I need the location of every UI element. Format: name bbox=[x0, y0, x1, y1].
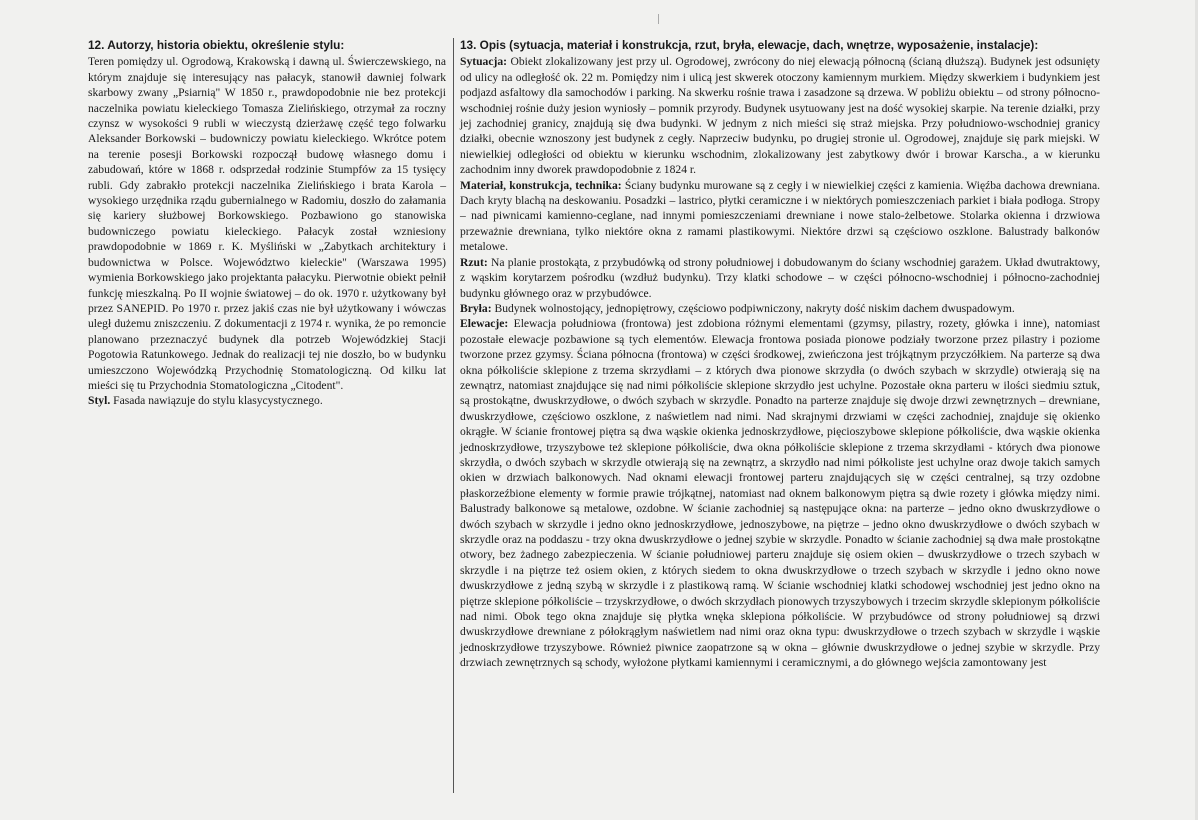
elevations-label: Elewacje: bbox=[460, 317, 509, 331]
massing-paragraph bbox=[460, 301, 1100, 316]
material-text: Ściany budynku murowane są z cegły i w niewielkiej części z kamienia. Więźba dachowa drewniana. Dach kryty blachą na deskowaniu. Posadzki – lastrico, płytki ceramiczne i w niektórych pomieszczeniach parkiet i biała podłoga. Stropy – nad piwnicami kamienno-ceglane, nad innymi pomieszczeniami drewniane i nowe stalo-żelbetowe. Stolarka okienna i drzwiowa przeważnie drewniana, tylko niektóre okna z ramami plastikowymi. Niektóre drzwi są częściowo oszklone. Balustrady balkonów metalowe. bbox=[460, 178, 1100, 254]
material-label: Materiał, konstrukcja, technika: bbox=[460, 178, 622, 192]
section-13-heading: 13. Opis (sytuacja, materiał i konstrukcja, rzut, bryła, elewacje, dach, wnętrze, wyposażenie, instalacje): bbox=[460, 38, 1039, 52]
situation-text: Obiekt zlokalizowany jest przy ul. Ogrodowej, zwrócony do niej elewacją północną (ścianą dłuższą). Budynek jest odsunięty od ulicy na odległość ok. 22 m. Pomiędzy nim i ulicą jest skwerek otoczony kamiennym murkiem. Między skwerkiem i budynkiem jest podjazd asfaltowy dla samochodów i parking. Na skwerku rośnie trawa i zasadzone są drzewa. W pobliżu obiektu – od strony północno-wschodniej rośnie duży jesion wyniosły – pomnik przyrody. Budynek usytuowany jest na dość wysokiej skarpie. Na terenie działki, przy jej zachodniej granicy, znajdują się dwa budynki. W jednym z nich mieści się straż miejska. Przy południowo-wschodniej granicy działki, obecnie wznoszony jest budynek z cegły. Naprzeciw budynku, po drugiej stronie ul. Ogrodowej, znajduje się park miejski. W niewielkiej odległości od obiektu w kierunku wschodnim, zlokalizowany jest zabytkowy dwór i browar Karscha., a w kierunku zachodnim inny dworek prawdopodobnie z 1824 r. bbox=[460, 55, 1100, 177]
section-12-column bbox=[88, 38, 446, 409]
column-divider bbox=[453, 38, 454, 793]
style-paragraph bbox=[88, 393, 446, 408]
situation-paragraph bbox=[460, 54, 1100, 177]
history-paragraph: Teren pomiędzy ul. Ogrodową, Krakowską i dawną ul. Świerczewskiego, na którym znajduje się interesujący nas pałacyk, stanowił dawniej folwark skarbowy zwany „Psiarnią" W 1850 r., prawdopodobnie nie bez protekcji naczelnika powiatu kieleckiego Tomasza Zielińskiego, otrzymał za roczny czynsz w wysokości 9 rubli w wieczystą dzierżawę część tego folwarku Aleksander Borkowski – budowniczy powiatu kieleckiego. Wkrótce potem na terenie posesji Borkowski rozpoczął budowę własnego domu i zabudowań, które w 1868 r. odsprzedał rodzinie Stumpfów za 15 tysięcy rubli. Gdy zabrakło protekcji naczelnika Zielińskiego i brata Karola – wysokiego urzędnika rządu gubernialnego w Radomiu, doszło do załamania się kariery służbowej Borkowskiego. Pozbawiono go stanowiska budowniczego powiatu kieleckiego. Pałacyk został wzniesiony prawdopodobnie w 1869 r. K. Myśliński w „Zabytkach architektury i budownictwa w Polsce. Województwo kieleckie" (Warszawa 1995) wymienia Borkowskiego jako projektanta pałacyku. Pierwotnie obiekt pełnił funkcję mieszkalną. Po II wojnie światowej – do ok. 1970 r. użytkowany był przez SANEPID. Po 1970 r. przez jakiś czas nie był użytkowany i wówczas uległ dużemu zniszczeniu. Z dokumentacji z 1974 r. wynika, że po remoncie planowano przeznaczyć budynek dla potrzeb Wojewódzkiej Stacji Pogotowia Ratunkowego. Jednak do realizacji tej nie doszło, bo w budynku umieszczono Wojewódzką Przychodnię Stomatologiczną. Od kilku lat mieści się tu Przychodnia Stomatologiczna „Citodent". bbox=[88, 55, 446, 392]
style-text: Fasada nawiązuje do stylu klasycystycznego. bbox=[110, 394, 323, 408]
plan-paragraph bbox=[460, 255, 1100, 301]
situation-label: Sytuacja: bbox=[460, 55, 508, 69]
elevations-paragraph bbox=[460, 316, 1100, 670]
elevations-text: Elewacja południowa (frontowa) jest zdobiona różnymi elementami (gzymsy, pilastry, rozety, główka i inne), natomiast pozostałe elewacje pozbawione są tych elementów. Elewacja frontowa posiada pionowe podziały tworzone przez pilastry i poziome tworzone przez gzymsy. Ściana północna (frontowa) w części środkowej, zwieńczona jest trójkątnym przyczółkiem. Na parterze są dwa okna półkoliście sklepione z trzema skrzydłami – z których dwa pionowe skrzydła (o dwóch szybach w skrzydle) otwierają się na zewnątrz, natomiast znajdujące się nad nimi półkoliście sklepione skrzydło jest uchylne. Pozostałe okna parteru w ilości siedmiu sztuk, są prostokątne, dwuskrzydłowe, o dwóch szybach w skrzydle. Ponadto na parterze znajduje się dwoje drzwi zewnętrznych – drewniane, dwuskrzydłowe, częściowo oszklone, z naświetlem nad nimi. Nad skrajnymi drzwiami w części zachodniej, znajduje się okienko okrągłe. W ścianie frontowej piętra są dwa wąskie okienka jednoskrzydłowe, pięcioszybowe sklepione półkoliście, dwa wąskie okienka jednoskrzydłowe, trzyszybowe też sklepione półkoliście, dwa okna półkoliście sklepione z trzema skrzydłami - których dwa pionowe skrzydła, o dwóch szybach w skrzydle otwierają się na zewnątrz, a skrzydło nad nimi półkoliste jest uchylne oraz dwoje takich samych okien w drzwiach balkonowych. Nad oknami elewacji frontowej parteru znajdujących się w części centralnej, są trzy ozdobne płaskorzeźbione elementy w formie prawie trójkątnej, natomiast nad oknem balkonowym piętra są dwie rozety i główka między nimi. Balustrady balkonowe są metalowe, ozdobne. W ścianie zachodniej są następujące okna: na parterze – jedno okno dwuskrzydłowe o dwóch szybach w skrzydle i jedno okno jednoskrzydłowe, jednoszybowe, na piętrze – jedno okno dwuskrzydłowe o dwóch szybach w skrzydle oraz na poddaszu - trzy okna dwuskrzydłowe o jednej szybie w skrzydle. Ponadto w ścianie zachodniej są dwa małe prostokątne otwory, bez żadnego zabezpieczenia. W ścianie południowej parteru znajduje się osiem okien – dwuskrzydłowe o trzech szybach w skrzydle i na piętrze też osiem okien, z których siedem to okna dwuskrzydłowe o trzech szybach w skrzydle i jedno okno nowe dwuskrzydłowe z jedną szybą w skrzydle i z plastikową ramą. W ścianie wschodniej klatki schodowej wschodniej jest jedno okno na piętrze sklepione półkoliście – trzyskrzydłowe, o dwóch skrzydłach pionowych trzyszybowych i trzecim skrzydle sklepionym półkoliście nad nimi. Obok tego okna znajduje się płytka wnęka sklepiona półkoliście. W przybudówce od strony południowej są drzwi dwuskrzydłowe drewniane z półokrągłym naświetlem nad nimi oraz okna typu: dwuskrzydłowe o trzech szybach w skrzydle i wąskie jednoskrzydłowe trzyszybowe. Również piwnice zaopatrzone są w okna – głównie dwuskrzydłowe o jednej szybie w skrzydle. Przy drzwiach zewnętrznych są schody, wyłożone płytkami kamiennymi i ceramicznymi, a do głównego wejścia zamontowany jest bbox=[460, 317, 1100, 670]
style-label: Styl. bbox=[88, 394, 111, 408]
plan-label: Rzut: bbox=[460, 255, 488, 269]
section-12-heading: 12. Autorzy, historia obiektu, określenie stylu: bbox=[88, 38, 345, 52]
section-13-column bbox=[460, 38, 1100, 671]
plan-text: Na planie prostokąta, z przybudówką od strony południowej i dobudowanym do ściany wschodniej garażem. Układ dwutraktowy, z wąskim korytarzem pośrodku (wzdłuż budynku). Trzy klatki schodowe – w części północno-wschodniej i północno-zachodniej budynku głównego oraz w przybudówce. bbox=[460, 255, 1100, 300]
massing-label: Bryła: bbox=[460, 301, 492, 315]
massing-text: Budynek wolnostojący, jednopiętrowy, częściowo podpiwniczony, nakryty dość niskim dachem dwuspadowym. bbox=[491, 301, 1015, 315]
material-paragraph bbox=[460, 178, 1100, 255]
scan-mark bbox=[658, 14, 659, 24]
